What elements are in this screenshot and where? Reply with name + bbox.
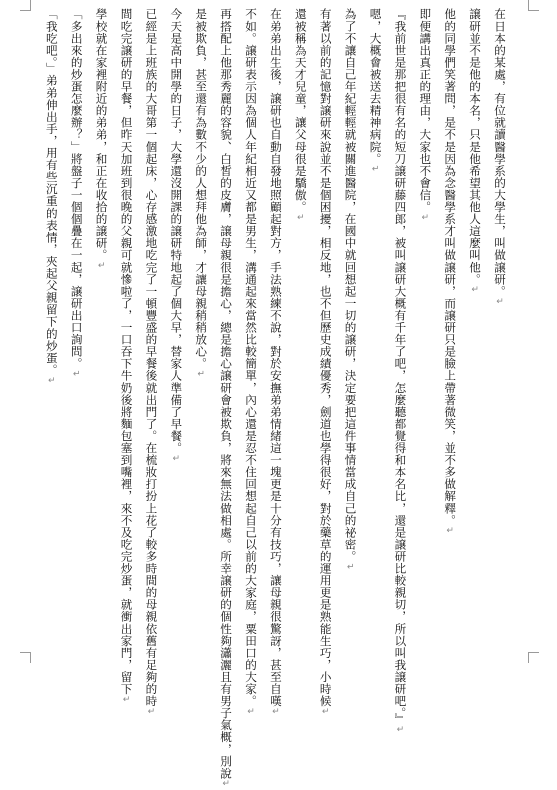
paragraph-text: 還被稱為天才兒童，讓父母很是驕傲。 [293, 8, 308, 213]
text-column [241, 8, 260, 718]
paragraph-text: 不如。譲研表示因為個人年紀相近又都是男生，溝通起來當然比較簡單，內心還是忍不住回想起自己以前的大家庭，粟田口的大家。 [244, 8, 258, 707]
text-column [117, 8, 136, 706]
text-column [67, 8, 86, 656]
text-column [166, 8, 185, 656]
text-column [92, 8, 111, 656]
paragraph-mark-icon: ↵ [470, 285, 481, 296]
paragraph-mark-icon: ↵ [221, 779, 232, 790]
text-column [291, 8, 310, 656]
paragraph-mark-icon: ↵ [246, 706, 256, 718]
paragraph-text: 學校就在家裡附近的弟弟，和正在收拾的譲研。 [94, 8, 109, 262]
text-column [266, 8, 285, 718]
text-column [141, 8, 160, 718]
paragraph-mark-icon: ↵ [320, 706, 331, 718]
paragraph-text: 在日本的某處，有位就讀醫學系的大學生，叫做譲研。 [493, 8, 507, 298]
paragraph-mark-icon: ↵ [146, 706, 157, 718]
text-column [490, 8, 509, 656]
paragraph-mark-icon: ↵ [295, 212, 306, 224]
paragraph-mark-icon: ↵ [171, 453, 182, 465]
paragraph-text: 嗯，大概會被送去精神病院。 [368, 8, 383, 165]
text-column [415, 8, 434, 656]
text-column [390, 8, 409, 736]
crop-mark-bottom-right [528, 652, 539, 663]
paragraph-mark-icon: ↵ [345, 562, 356, 573]
paragraph-text: 是被欺負，甚至還有為數不少的人想拜他為師，才讓母親稍稍放心。 [194, 8, 209, 370]
paragraph-text: 「我吃吧。」弟弟伸出手，用有些沉重的表情，夾起父親留下的炒蛋。 [44, 8, 59, 376]
paragraph-mark-icon: ↵ [445, 526, 456, 537]
paragraph-text: 為了不讓自己年紀輕輕就被關進醫院，在國中就回想起一切的譲研，決定要把這件事情當成自己的祕密。 [343, 8, 358, 563]
paragraph-mark-icon: ↵ [196, 369, 207, 380]
crop-mark-top-right [528, 0, 539, 11]
paragraph-text: 即便講出真正的理由，大家也不會信。 [418, 8, 433, 213]
text-column [191, 8, 210, 656]
paragraph-text: 再搭配上他那秀麗的容貌、白皙的皮膚，譲母親很是擔心，總是擔心譲研會被欺負，將來無法做相處。所幸譲研的個性夠瀟灑且有男子氣概，別說 [219, 8, 234, 780]
paragraph-mark-icon: ↵ [395, 725, 406, 736]
paragraph-mark-icon: ↵ [370, 164, 381, 176]
paragraph-mark-icon: ↵ [46, 375, 57, 387]
text-column [440, 8, 459, 656]
crop-mark-bottom-left [20, 652, 31, 663]
paragraph-text: 在弟弟出生後，譲研也自動自發地照顧起對方，手法熟練不說，對於安撫弟弟情緒這一塊更是十分有技巧，讓母親很驚訝，甚至自嘆 [268, 8, 283, 707]
crop-mark-top-left [20, 0, 31, 11]
paragraph-text: 『我前世是那把很有名的短刀譲研藤四郎，被叫譲研大概有千年了吧，怎麼聽都覺得和本名比，還是譲研比較親切，所以叫我譲研吧。』 [393, 8, 408, 726]
text-column [366, 8, 385, 656]
text-column [465, 8, 484, 656]
text-column [216, 8, 235, 790]
paragraph-text: 譲研並不是他的本名，只是他希望其他人這麼叫他。 [468, 8, 483, 286]
paragraph-mark-icon: ↵ [495, 297, 505, 308]
text-column [42, 8, 61, 656]
text-column [316, 8, 335, 718]
paragraph-text: 「多出來的炒蛋怎麼辦？」將盤子一個個疊在一起，譲研出口詢問。 [69, 8, 84, 370]
paragraph-mark-icon: ↵ [121, 694, 132, 706]
paragraph-text: 他的同學們笑著問，是不是因為念醫學系才叫做譲研，而譲研只是臉上帶著微笑，並不多做解釋。 [443, 8, 458, 527]
paragraph-mark-icon: ↵ [420, 212, 431, 224]
paragraph-mark-icon: ↵ [71, 369, 82, 380]
text-column [341, 8, 360, 656]
paragraph-text: 已經是上班族的大哥第一個起床，心存感激地吃完了一頓豐盛的早餐後就出門了。在梳妝打扮上花了較多時間的母親依舊有足夠的時 [144, 8, 159, 707]
paragraph-mark-icon: ↵ [270, 706, 281, 718]
paragraph-mark-icon: ↵ [96, 261, 107, 272]
paragraph-text: 有著以前的記憶對譲研來說並不是個困擾，相反地，也不但歷史成績優秀，劍道也學得很好，對於藥草的運用更是熟能生巧，小時候 [318, 8, 333, 707]
paragraph-text: 今天是高中開學的日子，大學還沒開課的譲研特地起了個大早，替家人準備了早餐。 [169, 8, 184, 454]
paragraph-text: 間吃完譲研的早餐，但昨天加班到很晚的父親可就慘啦了，一口吞下牛奶後將麵包塞到嘴裡，來不及吃完炒蛋，就衝出家門，留下 [119, 8, 134, 695]
